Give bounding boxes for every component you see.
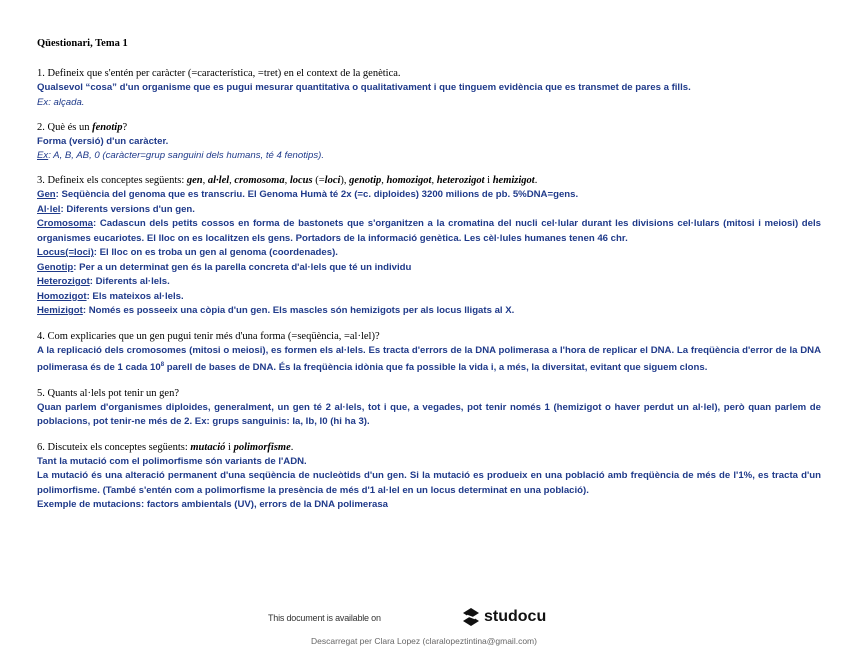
definition-text: : El lloc on es troba un gen al genoma (coordenades). bbox=[93, 247, 338, 258]
definition-genotip bbox=[37, 261, 821, 276]
question-6 bbox=[37, 441, 821, 513]
question-5-text: 5. Quants al·lels pot tenir un gen? bbox=[37, 387, 180, 399]
definition-text: : Seqüència del genoma que es transcriu. El Genoma Humà té 2x (=c. diploides) 3200 milions de pb. 5%DNA=gens. bbox=[55, 189, 579, 200]
studocu-logo[interactable] bbox=[461, 607, 546, 627]
answer-4-pre: A la replicació dels cromosomes (mitosi o meiosi), es formen els al·lels. Es tracta d'errors de la DNA polimerasa a l'hora de replicar el DNA. La freqüència d'error de la DNA polimerasa és de 1 cada 10 bbox=[37, 344, 821, 374]
example-label: Ex bbox=[37, 96, 49, 108]
question-2 bbox=[37, 121, 821, 164]
q3-sep: (= bbox=[312, 175, 325, 186]
example-label: Ex bbox=[37, 150, 49, 161]
definition-term: Locus(=loci) bbox=[37, 247, 94, 258]
q3-term: cromosoma bbox=[234, 175, 285, 186]
question-1 bbox=[37, 67, 821, 110]
answer-4-exponent: 8 bbox=[160, 362, 165, 368]
q3-sep: , bbox=[284, 175, 290, 186]
q3-pre: 3. Defineix els conceptes següents: bbox=[37, 175, 187, 186]
answer-4-text bbox=[37, 344, 821, 376]
definition-cromosoma bbox=[37, 217, 821, 246]
example-text: : A, B, AB, 0 (caràcter=grup sanguini dels humans, té 4 fenotips). bbox=[48, 150, 324, 161]
question-4-text: 4. Com explicaries que un gen pugui tenir més d'una forma (=seqüència, =al·lel)? bbox=[37, 330, 380, 342]
definition-text: : Els mateixos al·lels. bbox=[86, 290, 184, 302]
question-5 bbox=[37, 387, 821, 430]
definition-text: : Només es posseeix una còpia d'un gen. Els mascles són hemizigots per als locus lligats al X. bbox=[82, 305, 515, 316]
definition-term: Gen bbox=[37, 189, 56, 200]
q3-sep: . bbox=[534, 175, 538, 186]
example-text: : alçada. bbox=[48, 96, 85, 108]
example-2 bbox=[37, 149, 821, 163]
example-1 bbox=[37, 96, 821, 110]
definition-term: Cromosoma bbox=[37, 218, 93, 229]
q3-sep: , bbox=[431, 175, 437, 186]
q6-pre: 6. Discuteix els conceptes següents: bbox=[37, 441, 191, 453]
definition-text: : Per a un determinat gen és la parella concreta d'al·lels que té un individu bbox=[73, 261, 412, 273]
definition-term: Al·lel bbox=[37, 203, 61, 215]
q6-post: . bbox=[290, 441, 294, 453]
definition-locus bbox=[37, 246, 821, 261]
question-1-text: 1. Defineix que s'entén per caràcter (=característica, =tret) en el context de la genètica. bbox=[37, 68, 401, 79]
question-4 bbox=[37, 330, 821, 376]
q6-mid: i bbox=[225, 441, 234, 453]
studocu-logo-text: studocu bbox=[484, 608, 547, 625]
answer-2-text: Forma (versió) d'un caràcter. bbox=[37, 135, 169, 147]
q3-sep: , bbox=[229, 175, 235, 186]
definition-hemizigot bbox=[37, 304, 821, 319]
q6-term: polimorfisme bbox=[233, 441, 291, 453]
document-title: Qüestionari, Tema 1 bbox=[37, 38, 128, 49]
answer-6-line-2: La mutació és una alteració permanent d'una seqüència de nucleòtids d'un gen. Si la mutació es produeix en una població amb freqüència de més de l'1%, es tracta d'un polimorfisme. (També s'entén com a polimorfisme la presència de més d'1 al·lel en un locus determinat en una població). bbox=[37, 470, 821, 496]
q3-sep: ), bbox=[340, 175, 350, 186]
q3-term: homozigot bbox=[386, 175, 432, 186]
document-page bbox=[37, 38, 821, 524]
q2-term: fenotip bbox=[92, 121, 123, 133]
q3-term: hemizigot bbox=[492, 175, 535, 186]
q3-term: locus bbox=[289, 175, 313, 186]
q3-sep: i bbox=[484, 175, 493, 186]
q6-term: mutació bbox=[190, 441, 226, 453]
answer-1-text: Qualsevol “cosa” d'un organisme que es pugui mesurar quantitativa o qualitativament i que tinguem evidència que es transmet de pares a fills. bbox=[37, 82, 691, 93]
question-6-text bbox=[37, 441, 821, 455]
answer-6-line-1: Tant la mutació com el polimorfisme són variants de l'ADN. bbox=[37, 455, 307, 467]
definition-heterozigot bbox=[37, 275, 821, 290]
definition-text: : Diferents versions d'un gen. bbox=[60, 203, 195, 215]
q3-term: al·lel bbox=[207, 175, 230, 186]
q2-pre: 2. Què és un bbox=[37, 121, 93, 133]
definition-gen bbox=[37, 188, 821, 203]
q3-term: genotip bbox=[349, 175, 382, 186]
answer-5-text: Quan parlem d'organismes diploides, generalment, un gen té 2 al·lels, tot i que, a vegades, pot tenir només 1 (hemizigot o haver perdut un al·lel), però quan parlem de poblacions, pot tenir-ne més de 2. Ex: grups sanguinis: Ia, Ib, I0 (hi ha 3). bbox=[37, 401, 821, 428]
question-2-text bbox=[37, 121, 821, 135]
q3-term: heterozigot bbox=[436, 175, 485, 186]
definition-term: Heterozigot bbox=[37, 276, 90, 287]
answer-6-line-3: Exemple de mutacions: factors ambientals (UV), errors de la DNA polimerasa bbox=[37, 499, 388, 511]
definition-text: : Cadascun dels petits cossos en forma de bastonets que s'organitzen a la cromatina del nucli cel·lular durant les divisions cel·lulars (mitosi i meiosi) dels organismes eucariotes. El lloc on es localitzen els gens. Portadors de la informació genètica. Les cèl·lules humanes tenen 46 chr. bbox=[37, 218, 821, 244]
definition-term: Homozigot bbox=[37, 290, 87, 302]
studocu-logo-icon bbox=[461, 607, 481, 627]
definition-allel bbox=[37, 203, 821, 218]
download-attribution: Descarregat per Clara Lopez (claralopeztintina@gmail.com) bbox=[311, 636, 537, 646]
q3-sep: , bbox=[381, 175, 387, 186]
definition-homozigot bbox=[37, 290, 821, 305]
studocu-availability-text: This document is available on bbox=[268, 613, 381, 623]
question-3 bbox=[37, 174, 821, 319]
definition-term: Genotip bbox=[37, 261, 74, 273]
question-3-text bbox=[37, 174, 821, 188]
q3-term: loci bbox=[324, 175, 341, 186]
answer-4-post: parell de bases de DNA. És la freqüència idònia que fa possible la vida i, a més, la diversitat, evitant que siguem clons. bbox=[164, 362, 708, 374]
q3-term: gen bbox=[186, 175, 203, 186]
definition-term: Hemizigot bbox=[37, 305, 83, 316]
q3-sep: , bbox=[202, 175, 208, 186]
q2-post: ? bbox=[122, 121, 128, 133]
definition-text: : Diferents al·lels. bbox=[89, 276, 170, 287]
